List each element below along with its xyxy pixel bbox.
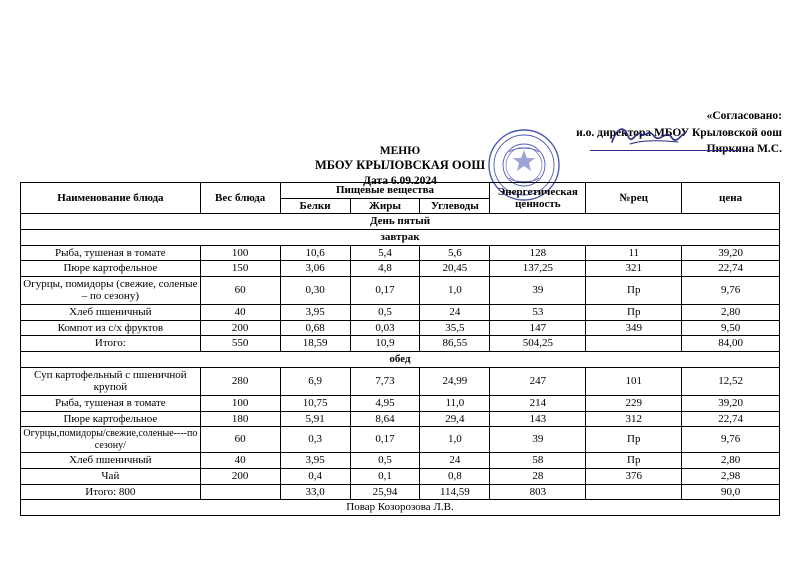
dish-fats: 0,03: [350, 320, 420, 336]
dish-price: 22,74: [682, 411, 780, 427]
dish-price: 9,76: [682, 427, 780, 453]
total-fats: 25,94: [350, 484, 420, 500]
dish-recipe: Пр: [586, 276, 682, 304]
table-row: [21, 276, 780, 304]
dish-proteins: 3,95: [280, 305, 350, 321]
dish-fats: 8,64: [350, 411, 420, 427]
total-carbs: 86,55: [420, 336, 490, 352]
day-label: День пятый: [21, 214, 780, 230]
dish-energy: 137,25: [490, 261, 586, 277]
dish-energy: 39: [490, 427, 586, 453]
dish-price: 9,50: [682, 320, 780, 336]
total-proteins: 33,0: [280, 484, 350, 500]
dish-weight: 280: [200, 367, 280, 395]
total-price: 90,0: [682, 484, 780, 500]
dish-name: Хлеб пшеничный: [21, 453, 201, 469]
dish-energy: 247: [490, 367, 586, 395]
meal-name: завтрак: [21, 229, 780, 245]
table-row: [21, 320, 780, 336]
dish-name: Компот из с/х фруктов: [21, 320, 201, 336]
dish-carbs: 1,0: [420, 276, 490, 304]
table-row: [21, 427, 780, 453]
dish-energy: 214: [490, 395, 586, 411]
dish-recipe: 312: [586, 411, 682, 427]
dish-weight: 40: [200, 305, 280, 321]
dish-carbs: 29,4: [420, 411, 490, 427]
dish-carbs: 0,8: [420, 468, 490, 484]
dish-carbs: 11,0: [420, 395, 490, 411]
dish-price: 12,52: [682, 367, 780, 395]
header-name: Наименование блюда: [21, 183, 201, 214]
dish-fats: 0,5: [350, 305, 420, 321]
dish-name: Рыба, тушеная в томате: [21, 395, 201, 411]
dish-fats: 4,95: [350, 395, 420, 411]
dish-recipe: 376: [586, 468, 682, 484]
dish-fats: 0,17: [350, 427, 420, 453]
total-carbs: 114,59: [420, 484, 490, 500]
dish-carbs: 24: [420, 305, 490, 321]
approval-line-2: и.о. директора МБОУ Крыловской оош: [576, 126, 782, 139]
table-row: [21, 367, 780, 395]
approval-line-1: «Согласовано:: [706, 110, 782, 122]
dish-name: Хлеб пшеничный: [21, 305, 201, 321]
dish-name: Огурцы,помидоры/свежие,соленые----по сезону/: [21, 427, 201, 453]
total-weight: [200, 484, 280, 500]
dish-carbs: 24: [420, 453, 490, 469]
dish-fats: 0,1: [350, 468, 420, 484]
header-carbs: Углеводы: [420, 198, 490, 214]
dish-energy: 28: [490, 468, 586, 484]
dish-recipe: 349: [586, 320, 682, 336]
total-row-breakfast: [21, 336, 780, 352]
header-fats: Жиры: [350, 198, 420, 214]
dish-weight: 200: [200, 468, 280, 484]
dish-proteins: 10,75: [280, 395, 350, 411]
dish-energy: 53: [490, 305, 586, 321]
total-weight: 550: [200, 336, 280, 352]
dish-carbs: 24,99: [420, 367, 490, 395]
total-recipe: [586, 336, 682, 352]
dish-price: 39,20: [682, 395, 780, 411]
dish-weight: 200: [200, 320, 280, 336]
dish-proteins: 3,95: [280, 453, 350, 469]
dish-fats: 0,5: [350, 453, 420, 469]
dish-name: Пюре картофельное: [21, 411, 201, 427]
dish-price: 2,80: [682, 453, 780, 469]
header-weight: Вес блюда: [200, 183, 280, 214]
total-proteins: 18,59: [280, 336, 350, 352]
dish-recipe: 11: [586, 245, 682, 261]
total-fats: 10,9: [350, 336, 420, 352]
total-label: Итого: 800: [21, 484, 201, 500]
dish-weight: 100: [200, 245, 280, 261]
dish-energy: 39: [490, 276, 586, 304]
title-line-2: МБОУ КРЫЛОВСКАЯ ООШ: [314, 158, 486, 173]
meal-header-breakfast: [21, 229, 780, 245]
approval-line-3: Пиркина М.С.: [706, 143, 782, 156]
dish-proteins: 10,6: [280, 245, 350, 261]
dish-proteins: 0,3: [280, 427, 350, 453]
table-row: [21, 411, 780, 427]
dish-recipe: 229: [586, 395, 682, 411]
dish-recipe: Пр: [586, 427, 682, 453]
dish-weight: 40: [200, 453, 280, 469]
dish-name: Огурцы, помидоры (свежие, соленые – по сезону): [21, 276, 201, 304]
dish-price: 9,76: [682, 276, 780, 304]
table-row: [21, 453, 780, 469]
dish-proteins: 0,4: [280, 468, 350, 484]
dish-recipe: Пр: [586, 305, 682, 321]
dish-energy: 58: [490, 453, 586, 469]
meal-name: обед: [21, 352, 780, 368]
dish-name: Суп картофельный с пшеничной крупой: [21, 367, 201, 395]
total-row-lunch: [21, 484, 780, 500]
dish-carbs: 35,5: [420, 320, 490, 336]
meal-header-lunch: [21, 352, 780, 368]
table-row: [21, 395, 780, 411]
header-price: цена: [682, 183, 780, 214]
total-recipe: [586, 484, 682, 500]
menu-table: [20, 182, 780, 516]
header-recipe: №рец: [586, 183, 682, 214]
header-proteins: Белки: [280, 198, 350, 214]
dish-proteins: 0,30: [280, 276, 350, 304]
dish-weight: 150: [200, 261, 280, 277]
dish-weight: 100: [200, 395, 280, 411]
dish-proteins: 0,68: [280, 320, 350, 336]
dish-name: Рыба, тушеная в томате: [21, 245, 201, 261]
dish-proteins: 5,91: [280, 411, 350, 427]
dish-fats: 4,8: [350, 261, 420, 277]
cook-name: Повар Козорозова Л.В.: [21, 500, 780, 516]
dish-proteins: 6,9: [280, 367, 350, 395]
dish-weight: 60: [200, 427, 280, 453]
dish-name: Пюре картофельное: [21, 261, 201, 277]
day-label-row: [21, 214, 780, 230]
table-body: [21, 214, 780, 516]
table-header-row: [21, 183, 780, 199]
dish-fats: 7,73: [350, 367, 420, 395]
total-energy: 504,25: [490, 336, 586, 352]
table-row: [21, 261, 780, 277]
total-label: Итого:: [21, 336, 201, 352]
total-price: 84,00: [682, 336, 780, 352]
header-nutrients: Пищевые вещества: [280, 183, 490, 199]
title-line-3: Дата 6.09.2024: [363, 175, 437, 187]
dish-recipe: 101: [586, 367, 682, 395]
cook-row: [21, 500, 780, 516]
dish-carbs: 1,0: [420, 427, 490, 453]
dish-energy: 143: [490, 411, 586, 427]
dish-name: Чай: [21, 468, 201, 484]
title-line-1: МЕНЮ: [379, 145, 421, 157]
table-row: [21, 305, 780, 321]
total-energy: 803: [490, 484, 586, 500]
dish-fats: 0,17: [350, 276, 420, 304]
dish-price: 39,20: [682, 245, 780, 261]
header-energy: Энергетическая ценность: [490, 183, 586, 214]
dish-carbs: 5,6: [420, 245, 490, 261]
table-row: [21, 468, 780, 484]
dish-carbs: 20,45: [420, 261, 490, 277]
dish-energy: 128: [490, 245, 586, 261]
dish-price: 2,80: [682, 305, 780, 321]
dish-price: 2,98: [682, 468, 780, 484]
table-row: [21, 245, 780, 261]
dish-recipe: 321: [586, 261, 682, 277]
dish-weight: 60: [200, 276, 280, 304]
dish-weight: 180: [200, 411, 280, 427]
dish-energy: 147: [490, 320, 586, 336]
dish-fats: 5,4: [350, 245, 420, 261]
dish-price: 22,74: [682, 261, 780, 277]
dish-recipe: Пр: [586, 453, 682, 469]
dish-proteins: 3,06: [280, 261, 350, 277]
